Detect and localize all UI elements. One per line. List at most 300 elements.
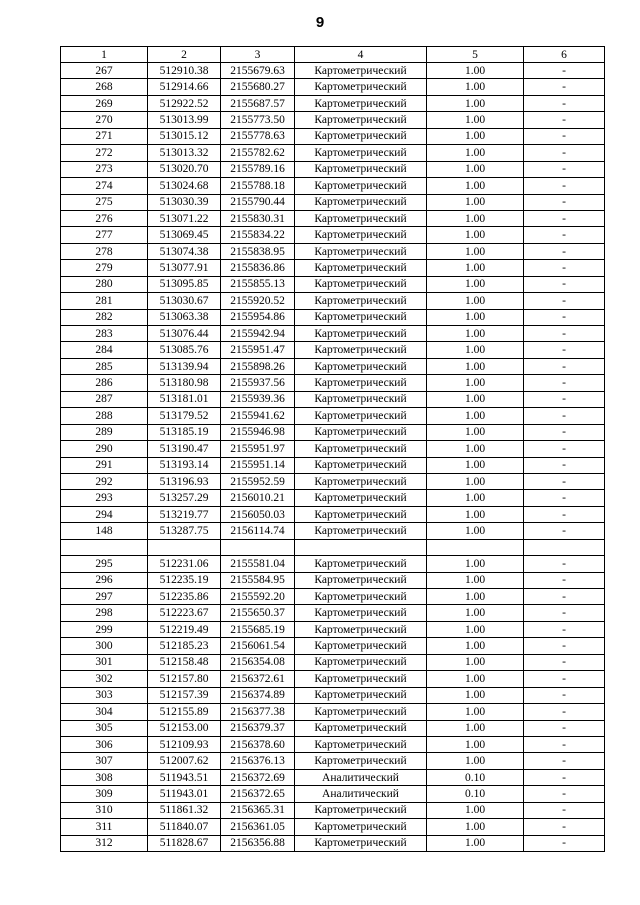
note-cell: - <box>524 769 605 785</box>
point-number-cell: 294 <box>61 506 148 522</box>
x-coordinate-cell: 513074.38 <box>148 243 221 259</box>
point-number-cell: 299 <box>61 621 148 637</box>
method-cell: Картометрический <box>295 128 427 144</box>
point-number-cell: 306 <box>61 736 148 752</box>
method-cell: Картометрический <box>295 210 427 226</box>
x-coordinate-cell: 511943.01 <box>148 786 221 802</box>
note-cell: - <box>524 572 605 588</box>
y-coordinate-cell: 2155939.36 <box>221 391 295 407</box>
point-number-cell: 295 <box>61 556 148 572</box>
point-number-cell: 308 <box>61 769 148 785</box>
x-coordinate-cell: 512157.39 <box>148 687 221 703</box>
y-coordinate-cell: 2156372.61 <box>221 671 295 687</box>
point-number-cell: 275 <box>61 194 148 210</box>
x-coordinate-cell: 513077.91 <box>148 260 221 276</box>
method-cell: Картометрический <box>295 95 427 111</box>
table-row <box>61 819 605 835</box>
y-coordinate-cell: 2156361.05 <box>221 819 295 835</box>
method-cell: Картометрический <box>295 391 427 407</box>
note-cell: - <box>524 720 605 736</box>
point-number-cell: 281 <box>61 293 148 309</box>
point-number-cell: 271 <box>61 128 148 144</box>
y-coordinate-cell: 2155834.22 <box>221 227 295 243</box>
point-number-cell: 270 <box>61 112 148 128</box>
note-cell: - <box>524 145 605 161</box>
y-coordinate-cell: 2155790.44 <box>221 194 295 210</box>
x-coordinate-cell: 512007.62 <box>148 753 221 769</box>
x-coordinate-cell: 512157.80 <box>148 671 221 687</box>
y-coordinate-cell: 2155581.04 <box>221 556 295 572</box>
y-coordinate-cell: 2155788.18 <box>221 178 295 194</box>
accuracy-cell: 1.00 <box>427 210 524 226</box>
point-number-cell: 148 <box>61 523 148 539</box>
x-coordinate-cell: 511861.32 <box>148 802 221 818</box>
note-cell: - <box>524 293 605 309</box>
table-row <box>61 178 605 194</box>
y-coordinate-cell: 2156354.08 <box>221 654 295 670</box>
x-coordinate-cell: 513257.29 <box>148 490 221 506</box>
x-coordinate-cell: 513030.39 <box>148 194 221 210</box>
table-row <box>61 687 605 703</box>
x-coordinate-cell: 513179.52 <box>148 408 221 424</box>
note-cell: - <box>524 309 605 325</box>
x-coordinate-cell: 513095.85 <box>148 276 221 292</box>
method-cell: Картометрический <box>295 638 427 654</box>
accuracy-cell: 1.00 <box>427 95 524 111</box>
method-cell: Картометрический <box>295 589 427 605</box>
method-cell: Картометрический <box>295 621 427 637</box>
point-number-cell: 267 <box>61 63 148 79</box>
accuracy-cell: 1.00 <box>427 358 524 374</box>
note-cell: - <box>524 556 605 572</box>
y-coordinate-cell: 2155951.47 <box>221 342 295 358</box>
accuracy-cell: 1.00 <box>427 227 524 243</box>
accuracy-cell: 1.00 <box>427 621 524 637</box>
note-cell: - <box>524 178 605 194</box>
method-cell: Картометрический <box>295 424 427 440</box>
accuracy-cell: 1.00 <box>427 589 524 605</box>
accuracy-cell: 1.00 <box>427 490 524 506</box>
page-number: 9 <box>315 14 325 31</box>
note-cell: - <box>524 210 605 226</box>
table-row <box>61 342 605 358</box>
note-cell: - <box>524 194 605 210</box>
x-coordinate-cell: 513071.22 <box>148 210 221 226</box>
table-row <box>61 309 605 325</box>
method-cell: Картометрический <box>295 194 427 210</box>
accuracy-cell: 1.00 <box>427 260 524 276</box>
y-coordinate-cell: 2155941.62 <box>221 408 295 424</box>
x-coordinate-cell: 512219.49 <box>148 621 221 637</box>
y-coordinate-cell: 2155778.63 <box>221 128 295 144</box>
accuracy-cell: 1.00 <box>427 473 524 489</box>
table-row <box>61 227 605 243</box>
table-body <box>61 47 605 852</box>
method-cell: Картометрический <box>295 112 427 128</box>
y-coordinate-cell: 2155951.14 <box>221 457 295 473</box>
note-cell: - <box>524 457 605 473</box>
point-number-cell: 302 <box>61 671 148 687</box>
y-coordinate-cell: 2155680.27 <box>221 79 295 95</box>
y-coordinate-cell: 2155951.97 <box>221 441 295 457</box>
point-number-cell: 276 <box>61 210 148 226</box>
point-number-cell: 304 <box>61 704 148 720</box>
y-coordinate-cell: 2156376.13 <box>221 753 295 769</box>
note-cell: - <box>524 786 605 802</box>
note-cell: - <box>524 375 605 391</box>
note-cell: - <box>524 326 605 342</box>
note-cell: - <box>524 736 605 752</box>
column-header: 1 <box>61 47 148 63</box>
y-coordinate-cell: 2155687.57 <box>221 95 295 111</box>
point-number-cell: 297 <box>61 589 148 605</box>
point-number-cell: 286 <box>61 375 148 391</box>
accuracy-cell: 1.00 <box>427 178 524 194</box>
x-coordinate-cell: 513069.45 <box>148 227 221 243</box>
x-coordinate-cell: 513085.76 <box>148 342 221 358</box>
table-row <box>61 210 605 226</box>
method-cell: Картометрический <box>295 178 427 194</box>
table-row <box>61 736 605 752</box>
coordinates-table <box>60 46 605 852</box>
method-cell: Картометрический <box>295 260 427 276</box>
accuracy-cell: 1.00 <box>427 276 524 292</box>
method-cell: Картометрический <box>295 473 427 489</box>
table-row <box>61 79 605 95</box>
table-row <box>61 326 605 342</box>
y-coordinate-cell: 2155650.37 <box>221 605 295 621</box>
table-row <box>61 704 605 720</box>
table-row <box>61 720 605 736</box>
note-cell <box>524 539 605 555</box>
method-cell: Картометрический <box>295 556 427 572</box>
method-cell: Картометрический <box>295 687 427 703</box>
y-coordinate-cell: 2156356.88 <box>221 835 295 851</box>
table-row <box>61 753 605 769</box>
point-number-cell: 307 <box>61 753 148 769</box>
note-cell: - <box>524 424 605 440</box>
method-cell: Картометрический <box>295 506 427 522</box>
x-coordinate-cell: 513190.47 <box>148 441 221 457</box>
method-cell: Картометрический <box>295 243 427 259</box>
x-coordinate-cell: 512223.67 <box>148 605 221 621</box>
accuracy-cell: 1.00 <box>427 704 524 720</box>
x-coordinate-cell: 513015.12 <box>148 128 221 144</box>
note-cell: - <box>524 523 605 539</box>
accuracy-cell: 1.00 <box>427 819 524 835</box>
table-row <box>61 621 605 637</box>
note-cell: - <box>524 112 605 128</box>
y-coordinate-cell: 2156365.31 <box>221 802 295 818</box>
table-separator-row <box>61 539 605 555</box>
note-cell: - <box>524 408 605 424</box>
method-cell: Аналитический <box>295 769 427 785</box>
note-cell: - <box>524 473 605 489</box>
x-coordinate-cell: 512109.93 <box>148 736 221 752</box>
method-cell: Картометрический <box>295 671 427 687</box>
table-row <box>61 769 605 785</box>
method-cell: Картометрический <box>295 358 427 374</box>
point-number-cell: 272 <box>61 145 148 161</box>
point-number-cell: 290 <box>61 441 148 457</box>
y-coordinate-cell: 2155855.13 <box>221 276 295 292</box>
accuracy-cell: 1.00 <box>427 161 524 177</box>
x-coordinate-cell: 512914.66 <box>148 79 221 95</box>
method-cell: Картометрический <box>295 293 427 309</box>
note-cell: - <box>524 506 605 522</box>
table-row <box>61 556 605 572</box>
accuracy-cell: 1.00 <box>427 391 524 407</box>
table-row <box>61 95 605 111</box>
point-number-cell: 300 <box>61 638 148 654</box>
note-cell: - <box>524 819 605 835</box>
y-coordinate-cell: 2156372.65 <box>221 786 295 802</box>
accuracy-cell: 1.00 <box>427 671 524 687</box>
accuracy-cell: 1.00 <box>427 424 524 440</box>
y-coordinate-cell: 2156379.37 <box>221 720 295 736</box>
accuracy-cell: 1.00 <box>427 605 524 621</box>
y-coordinate-cell: 2156114.74 <box>221 523 295 539</box>
y-coordinate-cell: 2155679.63 <box>221 63 295 79</box>
method-cell: Картометрический <box>295 276 427 292</box>
accuracy-cell: 1.00 <box>427 638 524 654</box>
method-cell: Картометрический <box>295 457 427 473</box>
x-coordinate-cell <box>148 539 221 555</box>
accuracy-cell: 1.00 <box>427 408 524 424</box>
x-coordinate-cell: 512158.48 <box>148 654 221 670</box>
table-row <box>61 671 605 687</box>
x-coordinate-cell: 513193.14 <box>148 457 221 473</box>
accuracy-cell: 1.00 <box>427 243 524 259</box>
accuracy-cell: 1.00 <box>427 506 524 522</box>
method-cell: Картометрический <box>295 408 427 424</box>
accuracy-cell: 1.00 <box>427 342 524 358</box>
table-row <box>61 523 605 539</box>
method-cell <box>295 539 427 555</box>
method-cell: Картометрический <box>295 227 427 243</box>
method-cell: Картометрический <box>295 441 427 457</box>
note-cell: - <box>524 490 605 506</box>
table-row <box>61 490 605 506</box>
x-coordinate-cell: 511840.07 <box>148 819 221 835</box>
accuracy-cell: 1.00 <box>427 556 524 572</box>
note-cell: - <box>524 227 605 243</box>
y-coordinate-cell: 2155937.56 <box>221 375 295 391</box>
y-coordinate-cell: 2155592.20 <box>221 589 295 605</box>
method-cell: Картометрический <box>295 79 427 95</box>
note-cell: - <box>524 161 605 177</box>
note-cell: - <box>524 589 605 605</box>
table-row <box>61 424 605 440</box>
accuracy-cell: 1.00 <box>427 112 524 128</box>
accuracy-cell: 1.00 <box>427 457 524 473</box>
point-number-cell: 285 <box>61 358 148 374</box>
accuracy-cell: 1.00 <box>427 63 524 79</box>
table-row <box>61 145 605 161</box>
method-cell: Картометрический <box>295 161 427 177</box>
table-row <box>61 605 605 621</box>
x-coordinate-cell: 513024.68 <box>148 178 221 194</box>
note-cell: - <box>524 63 605 79</box>
point-number-cell: 288 <box>61 408 148 424</box>
method-cell: Картометрический <box>295 145 427 161</box>
table-header-row <box>61 47 605 63</box>
y-coordinate-cell: 2155789.16 <box>221 161 295 177</box>
method-cell: Картометрический <box>295 835 427 851</box>
note-cell: - <box>524 753 605 769</box>
x-coordinate-cell: 512235.86 <box>148 589 221 605</box>
table-row <box>61 786 605 802</box>
point-number-cell: 298 <box>61 605 148 621</box>
table-row <box>61 112 605 128</box>
x-coordinate-cell: 512153.00 <box>148 720 221 736</box>
table-row <box>61 589 605 605</box>
y-coordinate-cell: 2156377.38 <box>221 704 295 720</box>
method-cell: Картометрический <box>295 523 427 539</box>
accuracy-cell: 1.00 <box>427 441 524 457</box>
table-row <box>61 243 605 259</box>
point-number-cell: 289 <box>61 424 148 440</box>
x-coordinate-cell: 512185.23 <box>148 638 221 654</box>
y-coordinate-cell: 2155942.94 <box>221 326 295 342</box>
method-cell: Аналитический <box>295 786 427 802</box>
y-coordinate-cell: 2155898.26 <box>221 358 295 374</box>
point-number-cell: 287 <box>61 391 148 407</box>
method-cell: Картометрический <box>295 326 427 342</box>
x-coordinate-cell: 513013.99 <box>148 112 221 128</box>
accuracy-cell: 1.00 <box>427 802 524 818</box>
x-coordinate-cell: 513287.75 <box>148 523 221 539</box>
note-cell: - <box>524 260 605 276</box>
x-coordinate-cell: 513076.44 <box>148 326 221 342</box>
x-coordinate-cell: 512231.06 <box>148 556 221 572</box>
point-number-cell: 280 <box>61 276 148 292</box>
method-cell: Картометрический <box>295 342 427 358</box>
y-coordinate-cell: 2155782.62 <box>221 145 295 161</box>
x-coordinate-cell: 511828.67 <box>148 835 221 851</box>
table-row <box>61 638 605 654</box>
x-coordinate-cell: 513196.93 <box>148 473 221 489</box>
accuracy-cell: 0.10 <box>427 786 524 802</box>
table-row <box>61 161 605 177</box>
table-row <box>61 391 605 407</box>
accuracy-cell: 1.00 <box>427 194 524 210</box>
point-number-cell: 311 <box>61 819 148 835</box>
method-cell: Картометрический <box>295 720 427 736</box>
y-coordinate-cell <box>221 539 295 555</box>
method-cell: Картометрический <box>295 63 427 79</box>
note-cell: - <box>524 704 605 720</box>
y-coordinate-cell: 2156378.60 <box>221 736 295 752</box>
accuracy-cell: 1.00 <box>427 326 524 342</box>
point-number-cell: 269 <box>61 95 148 111</box>
note-cell: - <box>524 243 605 259</box>
note-cell: - <box>524 79 605 95</box>
y-coordinate-cell: 2155920.52 <box>221 293 295 309</box>
y-coordinate-cell: 2155952.59 <box>221 473 295 489</box>
x-coordinate-cell: 513180.98 <box>148 375 221 391</box>
y-coordinate-cell: 2155946.98 <box>221 424 295 440</box>
point-number-cell: 284 <box>61 342 148 358</box>
y-coordinate-cell: 2156372.69 <box>221 769 295 785</box>
point-number-cell <box>61 539 148 555</box>
note-cell: - <box>524 654 605 670</box>
method-cell: Картометрический <box>295 654 427 670</box>
point-number-cell: 296 <box>61 572 148 588</box>
y-coordinate-cell: 2156050.03 <box>221 506 295 522</box>
table-row <box>61 457 605 473</box>
x-coordinate-cell: 512922.52 <box>148 95 221 111</box>
point-number-cell: 291 <box>61 457 148 473</box>
accuracy-cell: 1.00 <box>427 720 524 736</box>
x-coordinate-cell: 511943.51 <box>148 769 221 785</box>
y-coordinate-cell: 2155685.19 <box>221 621 295 637</box>
accuracy-cell <box>427 539 524 555</box>
y-coordinate-cell: 2155830.31 <box>221 210 295 226</box>
method-cell: Картометрический <box>295 736 427 752</box>
accuracy-cell: 1.00 <box>427 687 524 703</box>
point-number-cell: 282 <box>61 309 148 325</box>
note-cell: - <box>524 802 605 818</box>
accuracy-cell: 0.10 <box>427 769 524 785</box>
method-cell: Картометрический <box>295 704 427 720</box>
table-row <box>61 293 605 309</box>
note-cell: - <box>524 95 605 111</box>
table-row <box>61 260 605 276</box>
column-header: 5 <box>427 47 524 63</box>
note-cell: - <box>524 605 605 621</box>
accuracy-cell: 1.00 <box>427 654 524 670</box>
y-coordinate-cell: 2155838.95 <box>221 243 295 259</box>
accuracy-cell: 1.00 <box>427 523 524 539</box>
point-number-cell: 312 <box>61 835 148 851</box>
y-coordinate-cell: 2156061.54 <box>221 638 295 654</box>
x-coordinate-cell: 513063.38 <box>148 309 221 325</box>
point-number-cell: 303 <box>61 687 148 703</box>
method-cell: Картометрический <box>295 490 427 506</box>
table-row <box>61 194 605 210</box>
table-row <box>61 835 605 851</box>
x-coordinate-cell: 512155.89 <box>148 704 221 720</box>
x-coordinate-cell: 513139.94 <box>148 358 221 374</box>
y-coordinate-cell: 2155773.50 <box>221 112 295 128</box>
note-cell: - <box>524 687 605 703</box>
table-row <box>61 473 605 489</box>
point-number-cell: 305 <box>61 720 148 736</box>
point-number-cell: 278 <box>61 243 148 259</box>
table-row <box>61 441 605 457</box>
method-cell: Картометрический <box>295 375 427 391</box>
accuracy-cell: 1.00 <box>427 293 524 309</box>
column-header: 3 <box>221 47 295 63</box>
x-coordinate-cell: 513020.70 <box>148 161 221 177</box>
table-row <box>61 63 605 79</box>
x-coordinate-cell: 513181.01 <box>148 391 221 407</box>
note-cell: - <box>524 342 605 358</box>
x-coordinate-cell: 513013.32 <box>148 145 221 161</box>
point-number-cell: 279 <box>61 260 148 276</box>
point-number-cell: 309 <box>61 786 148 802</box>
table-row <box>61 408 605 424</box>
note-cell: - <box>524 391 605 407</box>
y-coordinate-cell: 2156374.89 <box>221 687 295 703</box>
x-coordinate-cell: 513219.77 <box>148 506 221 522</box>
note-cell: - <box>524 128 605 144</box>
point-number-cell: 301 <box>61 654 148 670</box>
note-cell: - <box>524 835 605 851</box>
method-cell: Картометрический <box>295 753 427 769</box>
point-number-cell: 273 <box>61 161 148 177</box>
